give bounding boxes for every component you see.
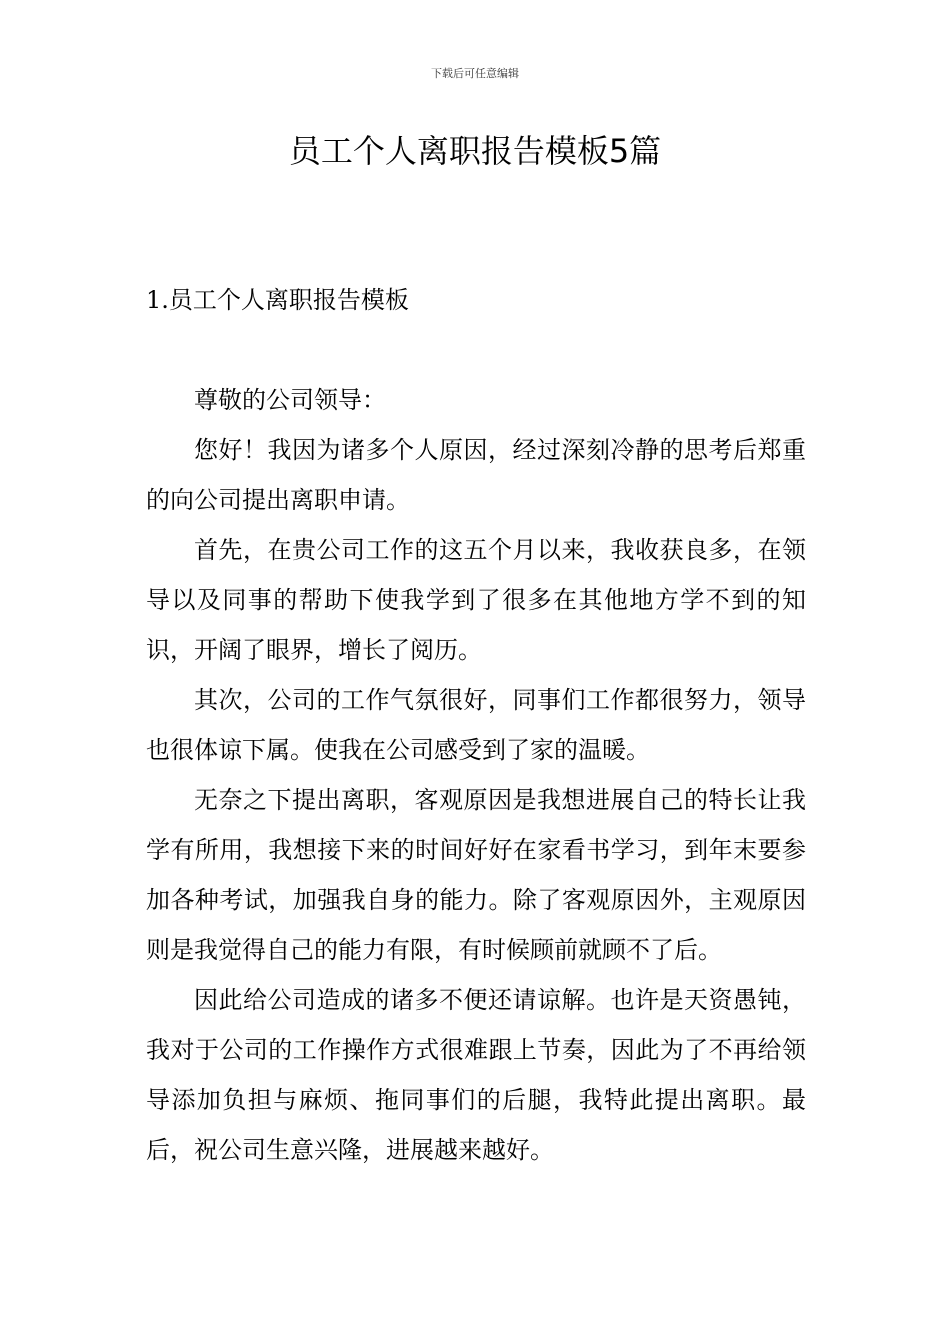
header-note: 下载后可任意编辑	[431, 67, 519, 80]
paragraph-closing: 因此给公司造成的诸多不便还请谅解。也许是天资愚钝，我对于公司的工作操作方式很难跟上节奏，因此为了不再给领导添加负担与麻烦、拖同事们的后腿，我特此提出离职。最后，祝公司生意兴隆，进展越来越好。	[146, 986, 806, 1164]
paragraph-first: 首先，在贵公司工作的这五个月以来，我收获良多，在领导以及同事的帮助下使我学到了很多在其他地方学不到的知识，开阔了眼界，增长了阅历。	[146, 536, 806, 664]
paragraph-second: 其次，公司的工作气氛很好，同事们工作都很努力，领导也很体谅下属。使我在公司感受到了家的温暖。	[146, 686, 806, 764]
section-heading: 1.员工个人离职报告模板	[146, 286, 409, 314]
paragraph-reason: 无奈之下提出离职，客观原因是我想进展自己的特长让我学有所用，我想接下来的时间好好在家看书学习，到年末要参加各种考试，加强我自身的能力。除了客观原因外，主观原因则是我觉得自己的能力有限，有时候顾前就顾不了后。	[146, 786, 806, 964]
document-title: 员工个人离职报告模板5篇	[288, 132, 662, 170]
letter-body	[146, 375, 806, 1175]
salutation: 尊敬的公司领导：	[194, 386, 386, 414]
paragraph-greeting: 您好！我因为诸多个人原因，经过深刻冷静的思考后郑重的向公司提出离职申请。	[146, 436, 806, 514]
